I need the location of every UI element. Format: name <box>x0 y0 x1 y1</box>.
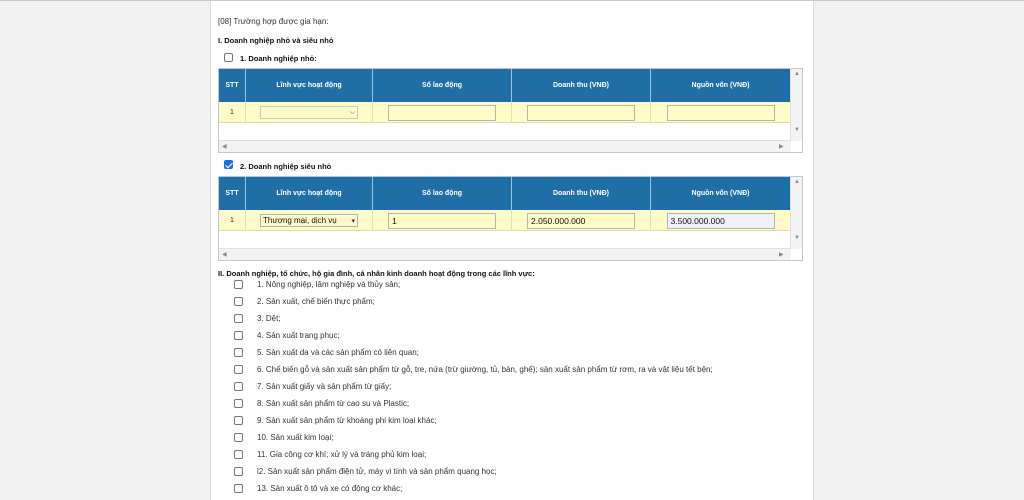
micro-enterprise-label: 2. Doanh nghiệp siêu nhỏ <box>240 162 332 171</box>
small-enterprise-grid <box>218 68 803 153</box>
col-stt: STT <box>219 177 246 210</box>
list-item-label: 1. Nông nghiệp, lâm nghiệp và thủy sản; <box>257 280 401 289</box>
field-checkbox[interactable] <box>234 467 243 476</box>
list-item-label: 10. Sản xuất kim loại; <box>257 433 334 442</box>
vertical-scrollbar[interactable] <box>790 177 802 249</box>
col-revenue: Doanh thu (VNĐ) <box>512 177 651 210</box>
col-labor: Số lao động <box>373 177 512 210</box>
field-checkbox[interactable] <box>234 365 243 374</box>
list-item-label: l2. Sản xuất sản phẩm điện tử, máy vi tính và sản phẩm quang học; <box>257 467 497 476</box>
field-checkbox[interactable] <box>234 382 243 391</box>
field-checkbox[interactable] <box>234 399 243 408</box>
capital-input[interactable] <box>667 105 775 121</box>
table-row <box>219 102 791 123</box>
row-stt: 1 <box>219 210 246 231</box>
field-checkbox[interactable] <box>234 280 243 289</box>
list-item-label: 2. Sản xuất, chế biến thực phẩm; <box>257 297 375 306</box>
vertical-scrollbar[interactable] <box>790 69 802 141</box>
small-enterprise-label: 1. Doanh nghiệp nhỏ: <box>240 54 317 63</box>
col-field: Lĩnh vực hoạt động <box>246 177 373 210</box>
micro-enterprise-checkbox[interactable] <box>224 160 233 169</box>
field-checkbox[interactable] <box>234 484 243 493</box>
chevron-down-icon: ▾ <box>351 217 355 225</box>
field-select[interactable]: Thương mại, dịch vụ ▾ <box>260 214 358 227</box>
col-labor: Số lao động <box>373 69 512 102</box>
table-row <box>219 210 791 231</box>
labor-input[interactable] <box>388 105 496 121</box>
header-note: [08] Trường hợp được gia hạn: <box>218 17 329 26</box>
list-item-label: 9. Sản xuất sản phẩm từ khoáng phi kim loại khác; <box>257 416 437 425</box>
scroll-left-icon[interactable]: ◀ <box>222 144 227 150</box>
scroll-right-icon[interactable]: ▶ <box>779 144 784 150</box>
scroll-down-icon[interactable]: ▼ <box>794 235 800 241</box>
col-stt: STT <box>219 69 246 102</box>
grid-header <box>219 177 791 210</box>
list-item-label: 3. Dệt; <box>257 314 281 323</box>
form-page <box>210 1 814 500</box>
field-checkbox[interactable] <box>234 297 243 306</box>
list-item-label: 7. Sản xuất giấy và sản phẩm từ giấy; <box>257 382 392 391</box>
list-item-label: 5. Sản xuất da và các sản phẩm có liên quan; <box>257 348 419 357</box>
scroll-up-icon[interactable]: ▲ <box>794 179 800 185</box>
field-checkbox[interactable] <box>234 433 243 442</box>
micro-enterprise-grid <box>218 176 803 261</box>
field-checkbox[interactable] <box>234 331 243 340</box>
col-capital: Nguồn vốn (VNĐ) <box>651 69 791 102</box>
capital-input[interactable]: 3.500.000.000 <box>667 213 775 229</box>
scroll-down-icon[interactable]: ▼ <box>794 127 800 133</box>
scroll-left-icon[interactable]: ◀ <box>222 252 227 258</box>
revenue-input[interactable]: 2.050.000.000 <box>527 213 635 229</box>
horizontal-scrollbar[interactable] <box>219 140 791 152</box>
horizontal-scrollbar[interactable] <box>219 248 791 260</box>
grid-header <box>219 69 791 102</box>
col-capital: Nguồn vốn (VNĐ) <box>651 177 791 210</box>
list-item-label: 8. Sản xuất sản phẩm từ cao su và Plastic; <box>257 399 410 408</box>
list-item-label: 4. Sản xuất trang phục; <box>257 331 340 340</box>
chevron-down-icon: ⌵ <box>349 108 355 116</box>
field-select[interactable] <box>260 106 358 119</box>
field-checkbox[interactable] <box>234 314 243 323</box>
revenue-input[interactable] <box>527 105 635 121</box>
scroll-right-icon[interactable]: ▶ <box>779 252 784 258</box>
col-revenue: Doanh thu (VNĐ) <box>512 69 651 102</box>
section2-title: II. Doanh nghiệp, tổ chức, hộ gia đình, cá nhân kinh doanh hoạt động trong các lĩnh vực: <box>218 269 535 278</box>
list-item-label: 13. Sản xuất ô tô và xe có động cơ khác; <box>257 484 403 493</box>
field-checkbox[interactable] <box>234 348 243 357</box>
col-field: Lĩnh vực hoạt động <box>246 69 373 102</box>
field-checkbox[interactable] <box>234 450 243 459</box>
section1-title: I. Doanh nghiệp nhỏ và siêu nhỏ <box>218 36 334 45</box>
list-item-label: 6. Chế biến gỗ và sản xuất sản phẩm từ gỗ, tre, nứa (trừ giường, tủ, bàn, ghế); sản xuất sản phẩm từ rơm, ra và vật liệu tết bện; <box>257 365 713 374</box>
small-enterprise-checkbox[interactable] <box>224 53 233 62</box>
row-stt: 1 <box>219 102 246 123</box>
scroll-up-icon[interactable]: ▲ <box>794 71 800 77</box>
field-checkbox[interactable] <box>234 416 243 425</box>
labor-input[interactable]: 1 <box>388 213 496 229</box>
list-item-label: 11. Gia công cơ khí; xử lý và tráng phủ kim loại; <box>257 450 427 459</box>
